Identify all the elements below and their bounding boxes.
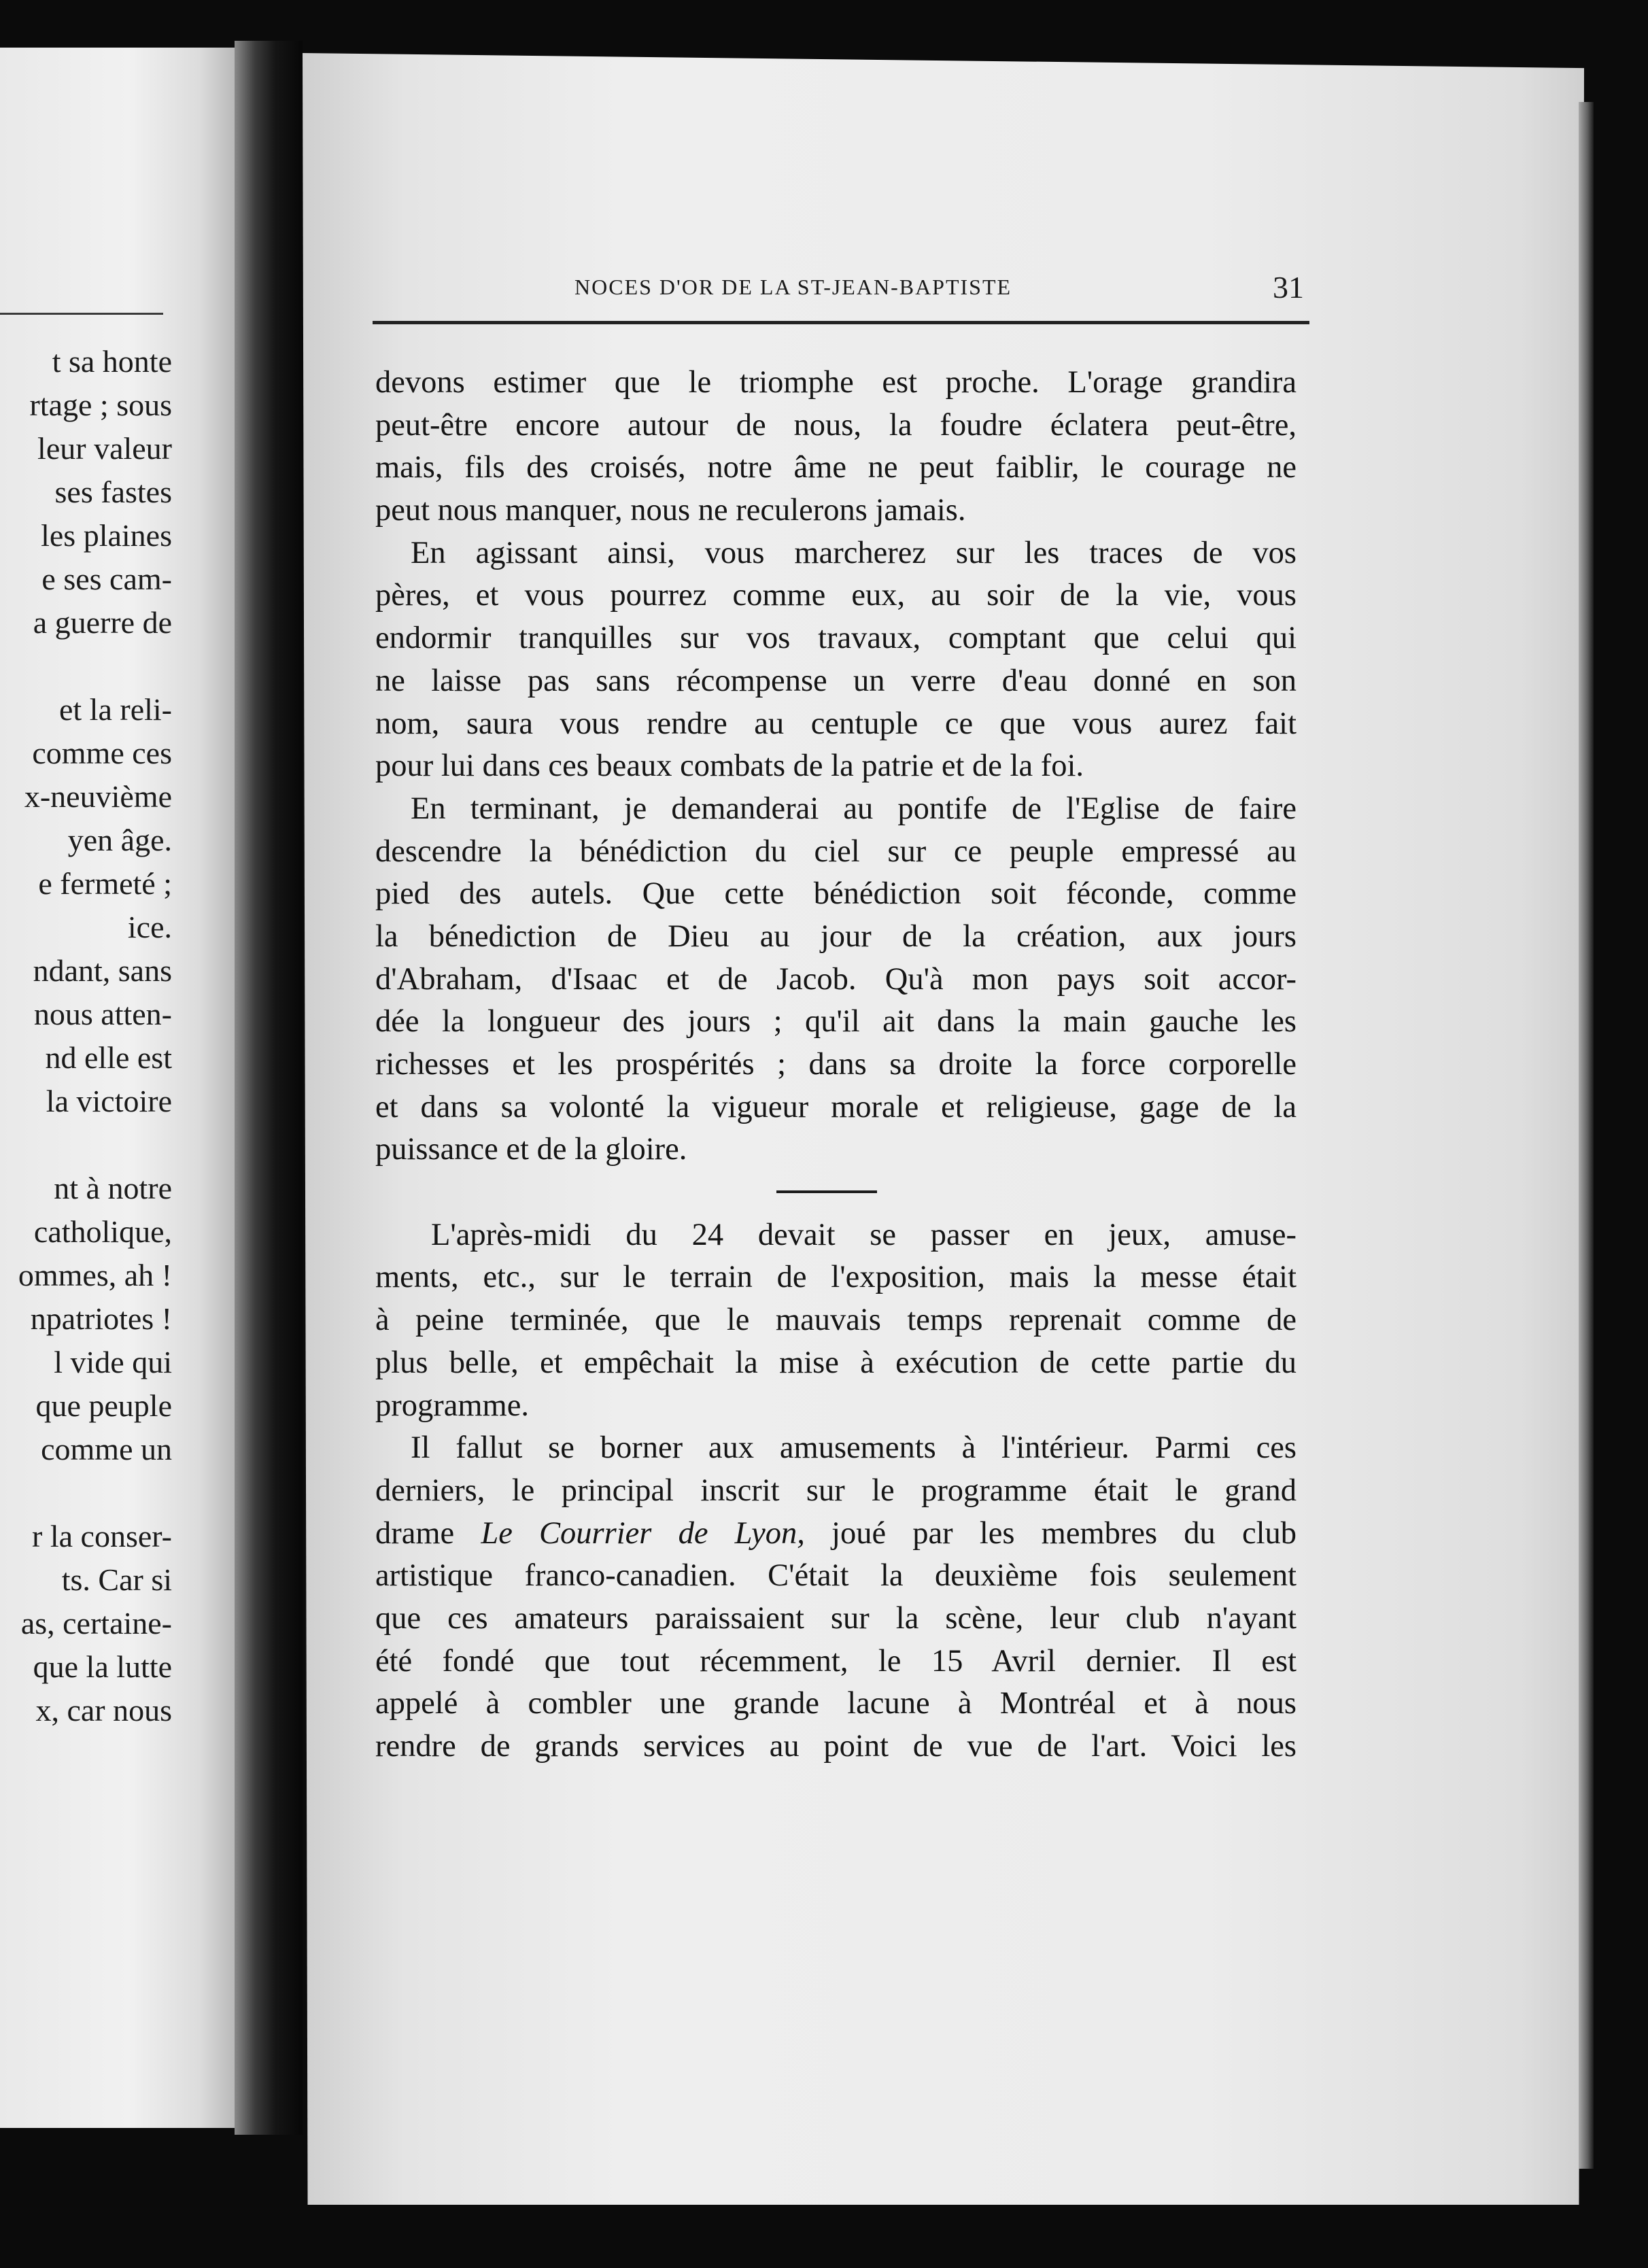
text-fragment: drame — [375, 1515, 481, 1551]
left-line-gap — [0, 645, 172, 688]
text-line: richesses et les prospérités ; dans sa droite la force corporelle — [375, 1047, 1297, 1082]
left-line: les plaines — [41, 518, 172, 553]
text-line: En agissant ainsi, vous marcherez sur les traces de vos — [411, 535, 1297, 570]
left-line: et la reli- — [58, 692, 172, 727]
text-line: Il fallut se borner aux amusements à l'intérieur. Parmi ces — [411, 1430, 1297, 1466]
left-line: a guerre de — [33, 605, 172, 640]
left-line: comme ces — [32, 736, 172, 770]
left-line: ommes, ah ! — [18, 1258, 172, 1292]
left-line-gap — [0, 1123, 172, 1167]
left-line: x-neuvième — [24, 779, 172, 814]
left-line: nous atten- — [33, 997, 172, 1031]
left-line: la victoire — [46, 1084, 172, 1118]
book-binding-shadow — [235, 41, 303, 2135]
left-line: e ses cam- — [41, 562, 172, 596]
section-separator-rule — [776, 1190, 877, 1193]
left-line: que la lutte — [33, 1649, 172, 1684]
left-line: npatriotes ! — [30, 1301, 172, 1336]
text-line: devons estimer que le triomphe est proche. L'orage grandira — [375, 365, 1297, 400]
left-line: l vide qui — [54, 1345, 172, 1379]
page-edge-shadow — [1579, 102, 1594, 2169]
text-line: appelé à combler une grande lacune à Montréal et à nous — [375, 1686, 1297, 1721]
text-line: En terminant, je demanderai au pontife de l'Eglise de faire — [411, 791, 1297, 826]
left-line: nt à notre — [54, 1171, 172, 1205]
left-line: catholique, — [33, 1214, 172, 1249]
left-line: ts. Car si — [61, 1562, 172, 1597]
text-line: mais, fils des croisés, notre âme ne peut faiblir, le courage ne — [375, 450, 1297, 485]
text-line: endormir tranquilles sur vos travaux, comptant que celui qui — [375, 621, 1297, 656]
left-page-text — [0, 340, 172, 1732]
text-line: pour lui dans ces beaux combats de la patrie et de la foi. — [375, 749, 1084, 784]
left-line: yen âge. — [67, 823, 172, 857]
text-line: descendre la bénédiction du ciel sur ce peuple empressé au — [375, 834, 1297, 869]
left-line: x, car nous — [35, 1693, 172, 1728]
page-body-text — [375, 362, 1297, 1768]
text-line: plus belle, et empêchait la mise à exécution de cette partie du — [375, 1345, 1297, 1380]
text-line: la bénediction de Dieu au jour de la création, aux jours — [375, 918, 1297, 954]
text-line: que ces amateurs paraissaient sur la scène, leur club n'ayant — [375, 1600, 1297, 1636]
text-line: rendre de grands services au point de vue de l'art. Voici les — [375, 1729, 1297, 1764]
left-line: r la conser- — [32, 1519, 172, 1553]
text-line: dée la longueur des jours ; qu'il ait dans la main gauche les — [375, 1004, 1297, 1040]
play-title: Le Courrier de Lyon, — [481, 1515, 805, 1551]
text-line: nom, saura vous rendre au centuple ce que vous aurez fait — [375, 706, 1297, 741]
text-line: à peine terminée, que le mauvais temps reprenait comme de — [375, 1303, 1297, 1338]
text-line: artistique franco-canadien. C'était la deuxième fois seulement — [375, 1558, 1297, 1594]
left-line: nd elle est — [45, 1040, 172, 1075]
text-line-with-title — [375, 1513, 1297, 1556]
left-facing-page — [0, 48, 235, 2128]
left-line: rtage ; sous — [29, 388, 172, 422]
text-line: L'après-midi du 24 devait se passer en jeux, amuse- — [431, 1217, 1297, 1252]
text-line: pères, et vous pourrez comme eux, au soir de la vie, vous — [375, 578, 1297, 613]
left-line: ndant, sans — [33, 953, 172, 988]
section-gap — [375, 1171, 1297, 1214]
text-line: pied des autels. Que cette bénédiction soit féconde, comme — [375, 876, 1297, 912]
text-line: programme. — [375, 1388, 529, 1423]
text-line: ne laisse pas sans récompense un verre d'eau donné en son — [375, 663, 1297, 698]
header-rule — [373, 321, 1309, 324]
text-fragment: joué par les membres du club — [804, 1515, 1297, 1551]
text-line: peut-être encore autour de nous, la foudre éclatera peut-être, — [375, 407, 1297, 443]
left-line: comme un — [41, 1432, 172, 1466]
text-line: puissance et de la gloire. — [375, 1132, 687, 1167]
text-line: d'Abraham, d'Isaac et de Jacob. Qu'à mon pays soit accor- — [375, 961, 1297, 997]
text-line: été fondé que tout récemment, le 15 Avril dernier. Il est — [375, 1643, 1297, 1679]
left-line: ses fastes — [54, 475, 172, 509]
left-line: leur valeur — [37, 431, 172, 466]
page-number: 31 — [1273, 270, 1304, 305]
left-line: que peuple — [35, 1388, 172, 1423]
text-line: derniers, le principal inscrit sur le programme était le grand — [375, 1473, 1297, 1508]
text-line: et dans sa volonté la vigueur morale et religieuse, gage de la — [375, 1089, 1297, 1124]
text-line: ments, etc., sur le terrain de l'exposition, mais la messe était — [375, 1260, 1297, 1295]
left-line-gap — [0, 1471, 172, 1515]
left-line: e fermeté ; — [38, 866, 172, 901]
left-line: ice. — [127, 910, 172, 944]
left-line: as, certaine- — [20, 1606, 172, 1640]
text-line: peut nous manquer, nous ne reculerons jamais. — [375, 493, 966, 528]
left-header-rule — [0, 313, 163, 315]
running-title: NOCES D'OR DE LA ST-JEAN-BAPTISTE — [574, 275, 1012, 299]
left-line: t sa honte — [52, 344, 172, 379]
